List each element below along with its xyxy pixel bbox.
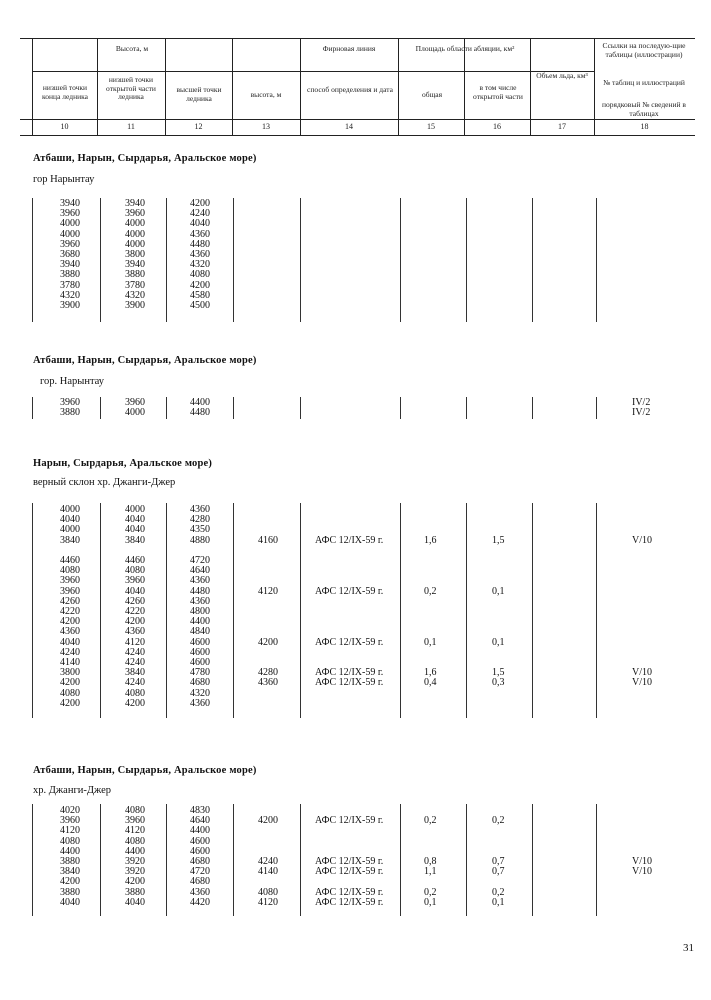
col10-values: 3960 3880 <box>60 397 80 419</box>
col16-header: в том числе открытой части <box>473 83 523 101</box>
col-number-15: 15 <box>427 122 435 131</box>
height-group-header: Высота, м <box>115 44 149 53</box>
col-number-13: 13 <box>262 122 270 131</box>
col18b-header: порядковый № сведений в таблицах <box>602 100 686 118</box>
col10-header: низшей точки конца ледника <box>42 83 88 101</box>
section-subtitle: хр. Джанги-Джер <box>33 785 112 796</box>
section-subtitle: гор. Нарынтау <box>40 376 105 387</box>
col14-values: АФС 12/IX-59 г. АФС 12/IX-59 г. АФС 12/IX-59 г. АФС 12/IX-59 г. АФС 12/IX-59 г. <box>315 815 384 908</box>
col15-values: 1,6 0,2 0,1 1,6 0,4 <box>424 534 437 689</box>
page-number: 31 <box>683 942 694 954</box>
col18-values: V/10 V/10 <box>632 856 652 878</box>
col-number-10: 10 <box>60 122 69 131</box>
col-number-16: 16 <box>493 122 501 131</box>
col11-values: 3940 3960 4000 4000 4000 3800 3940 3880 3780 4320 3900 <box>125 198 145 312</box>
firn-line-header: Фирновая линия <box>322 44 376 53</box>
col10-values: 3940 3960 4000 4000 3960 3680 3940 3880 3780 4320 3900 <box>60 198 80 312</box>
col12-values: 4830 4640 4400 4600 4600 4680 4720 4680 4360 4420 <box>190 805 210 908</box>
col18-values: IV/2 IV/2 <box>632 397 651 419</box>
col12-values: 4200 4240 4040 4360 4480 4360 4320 4080 4200 4580 4500 <box>190 198 210 312</box>
col12-values: 4360 4280 4350 4880 4720 4640 4360 4480 4360 4800 4400 4840 4600 4600 4600 4780 4680 4320 4360 <box>190 504 210 709</box>
col10-values: 4020 3960 4120 4080 4400 3880 3840 4200 3880 4040 <box>60 805 80 908</box>
section-subtitle: гор Нарынтау <box>33 174 95 185</box>
col-number-18: 18 <box>640 122 649 131</box>
col13-header: высота, м <box>250 90 282 99</box>
col-number-11: 11 <box>127 122 135 131</box>
section-title: Атбаши, Нарын, Сырдарья, Аральское море) <box>33 355 257 366</box>
col14-header: способ определения и дата <box>307 85 393 94</box>
col18a-header: № таблиц и иллюстраций <box>603 78 685 87</box>
col11-values: 3960 4000 <box>125 397 145 419</box>
col11-values: 4000 4040 4040 3840 4460 4080 3960 4040 4260 4220 4200 4360 4120 4240 4240 3840 4240 4080 4200 <box>125 504 145 709</box>
col-number-12: 12 <box>194 122 203 131</box>
col-number-14: 14 <box>345 122 353 131</box>
col13-values: 4200 4240 4140 4080 4120 <box>258 815 278 908</box>
col15-values: 0,2 0,8 1,1 0,2 0,1 <box>424 815 437 908</box>
col16-values: 1,5 0,1 0,1 1,5 0,3 <box>492 534 505 689</box>
col12-values: 4400 4480 <box>190 397 210 419</box>
section-subtitle: верный склон хр. Джанги-Джер <box>33 477 176 488</box>
col15-header: общая <box>421 90 443 99</box>
col10-values: 4000 4040 4000 3840 4460 4080 3960 3960 4260 4220 4200 4360 4040 4240 4140 3800 4200 4080 4200 <box>60 504 80 709</box>
col11-header: низшей точки открытой части ледника <box>106 75 156 101</box>
col18-values: V/10 V/10 V/10 <box>632 534 652 689</box>
ablation-area-header: Площадь области абляции, км² <box>415 44 515 53</box>
section-title: Атбаши, Нарын, Сырдарья, Аральское море) <box>33 153 257 164</box>
section-title: Нарын, Сырдарья, Аральское море) <box>33 458 213 469</box>
col-number-17: 17 <box>558 122 566 131</box>
col12-header: высшей точки ледника <box>176 85 222 103</box>
col14-values: АФС 12/IX-59 г. АФС 12/IX-59 г. АФС 12/IX-59 г. АФС 12/IX-59 г. АФС 12/IX-59 г. <box>315 534 384 689</box>
col11-values: 4080 3960 4120 4080 4400 3920 3920 4200 3880 4040 <box>125 805 145 908</box>
section-title: Атбаши, Нарын, Сырдарья, Аральское море) <box>33 765 257 776</box>
ice-volume-header: Объем льда, км³ <box>536 71 588 80</box>
references-header: Ссылки на последую-щие таблицы (иллюстрации) <box>602 41 686 59</box>
col13-values: 4160 4120 4200 4280 4360 <box>258 534 278 689</box>
col16-values: 0,2 0,7 0,7 0,2 0,1 <box>492 815 505 908</box>
